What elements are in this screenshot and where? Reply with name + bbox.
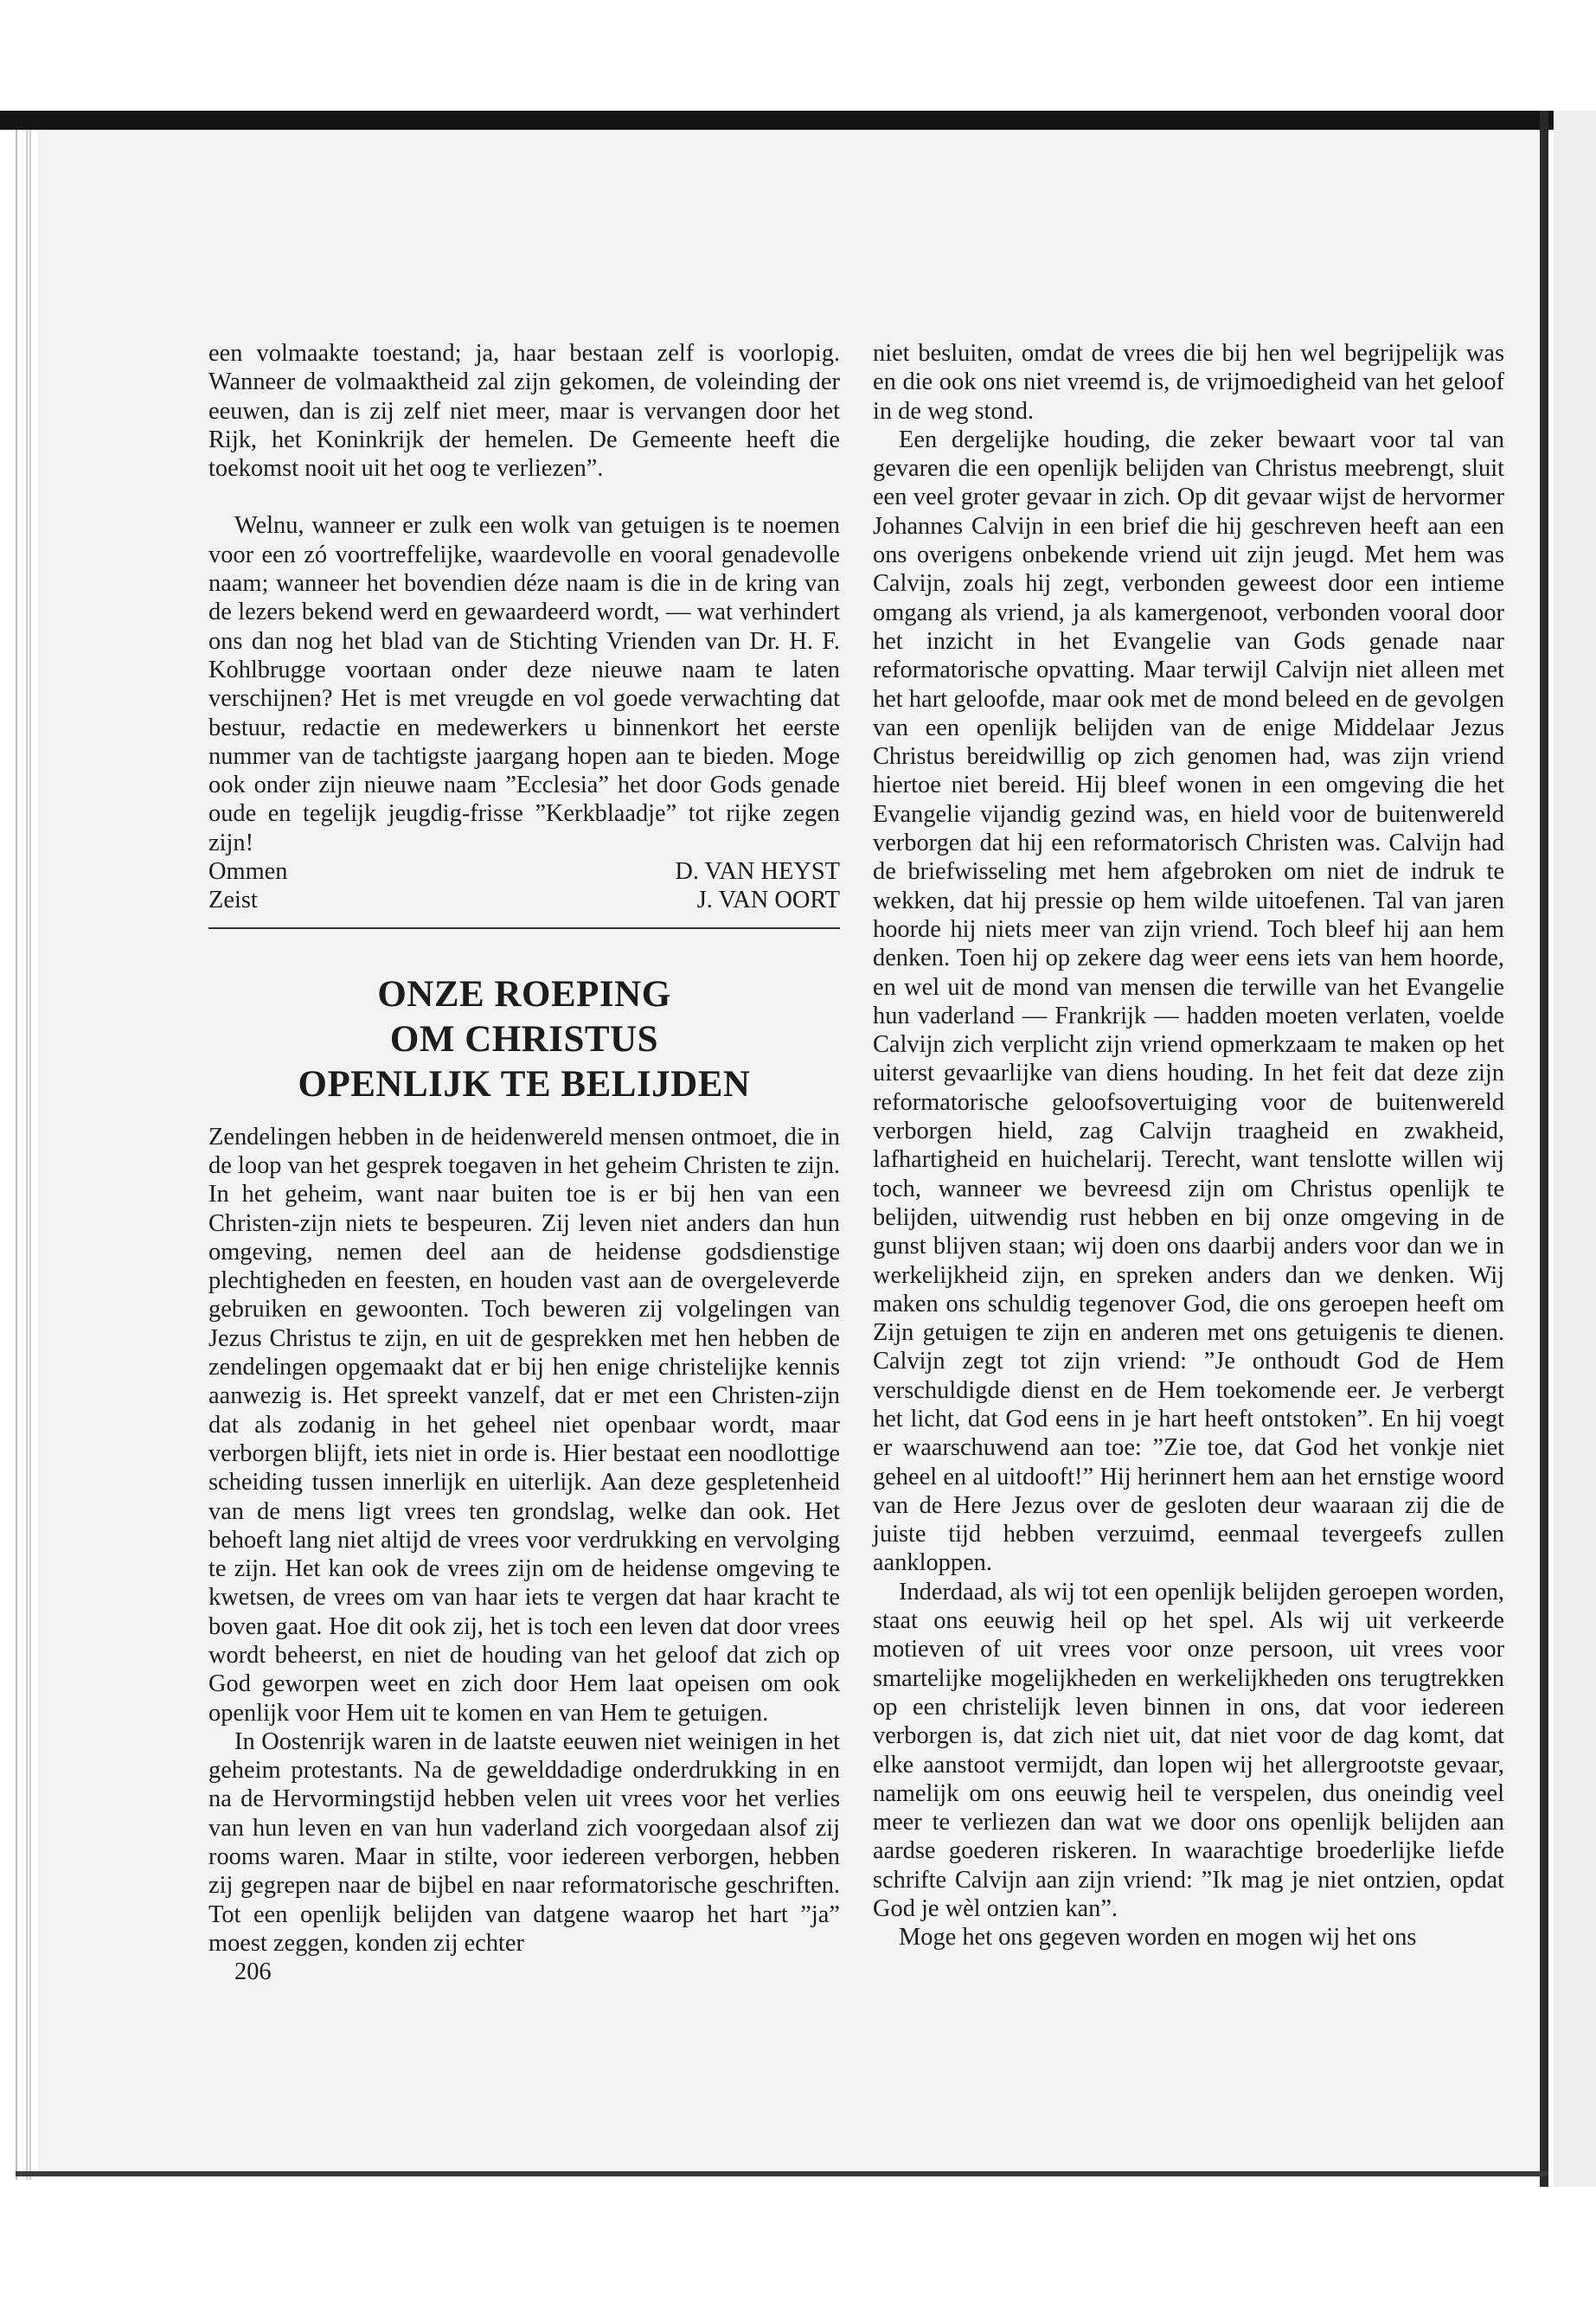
book-spine-shadow xyxy=(1540,111,1548,2187)
signature-name-van-oort: J. VAN OORT xyxy=(696,887,840,914)
scan-top-border xyxy=(0,111,1596,130)
zendelingen-paragraph: Zendelingen hebben in de heidenwereld mensen ontmoet, die in de loop van het gesprek toegaven in het geheim Christen te zijn. In het geheim, want naar buiten toe is er bij hen van een Christen-zijn niets te bespeuren. Zij leven niet anders dan hun omgeving, nemen deel aan de heidense godsdienstige plechtigheden en feesten, en houden vast aan de overgeleverde gebruiken en gewoonten. Toch beweren zij volgelingen van Jezus Christus te zijn, en uit de gesprekken met hen hebben de zendelingen opgemaakt dat er bij hen enige christelijke kennis aanwezig is. Het spreekt vanzelf, dat er met een Christen-zijn dat als zodanig in het geheel niet openbaar wordt, maar verborgen blijft, iets niet in orde is. Hier bestaat een noodlottige scheiding tussen innerlijk en uiterlijk. Aan deze gespletenheid van de mens ligt vrees ten grondslag, welke dan ook. Het behoeft lang niet altijd de vrees voor verdrukking en vervolging te zijn. Het kan ook de vrees zijn om de heidense omgeving te kwetsen, de vrees om van haar iets te vergen dat haar kracht te boven gaat. Hoe dit ook zij, het is toch een leven dat door vrees wordt beheerst, en niet de houding van het geloof dat zich op God geworpen weet en zich door Hem laat opeisen om ook openlijk voor Hem uit te komen en van Hem te getuigen. xyxy=(208,1123,840,1727)
welnu-paragraph: Welnu, wanneer er zulk een wolk van getuigen is te noemen voor een zó voortreffelijke, waardevolle en vooral genadevolle naam; wanneer het bovendien déze naam is die in de kring van de lezers bekend werd en gewaardeerd wordt, — wat verhindert ons dan nog het blad van de Stichting Vrienden van Dr. H. F. Kohlbrugge voortaan onder deze nieuwe naam te laten verschijnen? Het is met vreugde en vol goede verwachting dat bestuur, redactie en medewerkers u binnenkort het eerste nummer van de tachtigste jaargang hopen aan te bieden. Moge ook onder zijn nieuwe naam ”Ecclesia” het door Gods genade oude en tegelijk jeugdig-frisse ”Kerkblaadje” tot rijke zegen zijn! xyxy=(208,512,840,856)
signature-place-ommen: Ommen xyxy=(208,858,288,886)
book-page-edges-left xyxy=(16,130,28,2180)
scan-bottom-border xyxy=(16,2171,1548,2176)
signature-line-2 xyxy=(208,886,840,914)
left-column xyxy=(208,339,840,1987)
scan-right-margin xyxy=(1554,111,1596,2187)
article-title-line-2: OM CHRISTUS xyxy=(389,1018,659,1060)
moge-paragraph: Moge het ons gegeven worden en mogen wij het ons xyxy=(899,1924,1417,1952)
book-page-edges-left-inner xyxy=(29,130,36,2180)
signature-line-1 xyxy=(208,857,840,886)
article-title-line-1: ONZE ROEPING xyxy=(377,973,671,1015)
inderdaad-paragraph: Inderdaad, als wij tot een openlijk belijden geroepen worden, staat ons eeuwig heil op het spel. Als wij uit verkeerde motieven of uit vrees voor onze persoon, uit vrees voor smartelijke mogelijkheden en werkelijkheden ons terugtrekken op een christelijk leven binnen in ons, dat voor iedereen verborgen is, dat zich niet uit, dat niet voor de dag komt, dat elke aanstoot vermijdt, dan lopen wij het allergrootste gevaar, namelijk om ons eeuwig heil te verspelen, dus oneindig veel meer te verliezen dan wat we door ons openlijk belijden aan aardse goederen riskeren. In waarachtige broederlijke liefde schrifte Calvijn aan zijn vriend: ”Ik mag je niet ontzien, opdat God je wèl ontzien kan”. xyxy=(873,1578,1504,1923)
book-page xyxy=(38,130,1540,2171)
left-intro-paragraph: een volmaakte toestand; ja, haar bestaan zelf is voorlopig. Wanneer de volmaaktheid zal zijn gekomen, de voleinding der eeuwen, dan is zij zelf niet meer, maar is vervangen door het Rijk, het Koninkrijk der hemelen. De Gemeente heeft die toekomst nooit uit het oog te verliezen”. xyxy=(208,340,840,483)
oostenrijk-paragraph: In Oostenrijk waren in de laatste eeuwen niet weinigen in het geheim protestants. Na de gewelddadige onderdrukking in en na de Hervormingstijd hebben velen uit vrees voor het verlies van hun leven en van hun vaderland zich voorgedaan alsof zij rooms waren. Maar in stilte, voor iedereen verborgen, hebben zij gegrepen naar de bijbel en naar reformatorische geschriften. Tot een openlijk belijden van datgene waarop het hart ”ja” moest zeggen, konden zij echter xyxy=(208,1727,840,1957)
signature-name-van-heyst: D. VAN HEYST xyxy=(675,858,840,886)
page-number: 206 xyxy=(234,1958,272,1986)
right-column xyxy=(873,339,1504,1952)
houding-paragraph: Een dergelijke houding, die zeker bewaart voor tal van gevaren die een openlijk belijden van Christus meebrengt, sluit een veel groter gevaar in zich. Op dit gevaar wijst de hervormer Johannes Calvijn in een brief die hij geschreven heeft aan een ons overigens onbekende vriend uit zijn jeugd. Met hem was Calvijn, zoals hij zegt, verbonden geweest door een intieme omgang als vriend, ja als kamergenoot, verbonden vooral door het inzicht in het Evangelie van Gods genade naar reformatorische opvatting. Maar terwijl Calvijn niet alleen met het hart geloofde, maar ook met de mond beleed en de gevolgen van een openlijk belijden van de enige Middelaar Jezus Christus bereidwillig op zich genomen had, was zijn vriend hiertoe niet bereid. Hij bleef wonen in een omgeving die het Evangelie vijandig gezind was, en hield voor de buitenwereld verborgen dat hij een reformatorisch Christen was. Calvijn had de briefwisseling met hem afgebroken om niet de indruk te wekken, dat hij pressie op hem wilde uitoefenen. Tal van jaren hoorde hij niets meer van zijn vriend. Toch bleef hij aan hem denken. Toen hij op zekere dag weer eens iets van hem hoorde, en wel uit de mond van mensen die terwille van het Evangelie hun vaderland — Frankrijk — hadden moeten verlaten, voelde Calvijn zich verplicht zijn vriend opmerkzaam te maken op het uiterst gevaarlijke van diens houding. In het feit dat deze zijn reformatorische geloofsovertuiging voor de buitenwereld verborgen hield, zag Calvijn traagheid en zwakheid, lafhartigheid en huichelarij. Terecht, want tenslotte willen wij toch, wanneer we bevreesd zijn om Christus openlijk te belijden, uitwendig rust hebben en bij onze omgeving in de gunst blijven staan; wij doen ons daarbij anders voor dan we in werkelijkheid zijn, en spreken anders dan we denken. Wij maken ons schuldig tegenover God, die ons geroepen heeft om Zijn getuigen te zijn en anderen met ons getuigenis te dienen. Calvijn zegt tot zijn vriend: ”Je onthoudt God de Hem verschuldigde dienst en de Hem toekomende eer. Je verbergt het licht, dat God eens in je hart heeft ontstoken”. En hij voegt er waarschuwend aan toe: ”Zie toe, dat God het vonkje niet geheel en al uitdooft!” Hij herinnert hem aan het ernstige woord van de Here Jezus over de gesloten deur waaraan zij die de juiste tijd hebben verzuimd, eenmaal tevergeefs zullen aankloppen. xyxy=(873,426,1504,1577)
right-intro-paragraph: niet besluiten, omdat de vrees die bij hen wel begrijpelijk was en die ook ons niet vreemd is, de vrijmoedigheid van het geloof in de weg stond. xyxy=(873,340,1504,425)
article-title-line-3: OPENLIJK TE BELIJDEN xyxy=(298,1063,751,1105)
section-divider xyxy=(208,927,840,929)
article-title xyxy=(208,972,840,1107)
signature-place-zeist: Zeist xyxy=(208,887,258,914)
